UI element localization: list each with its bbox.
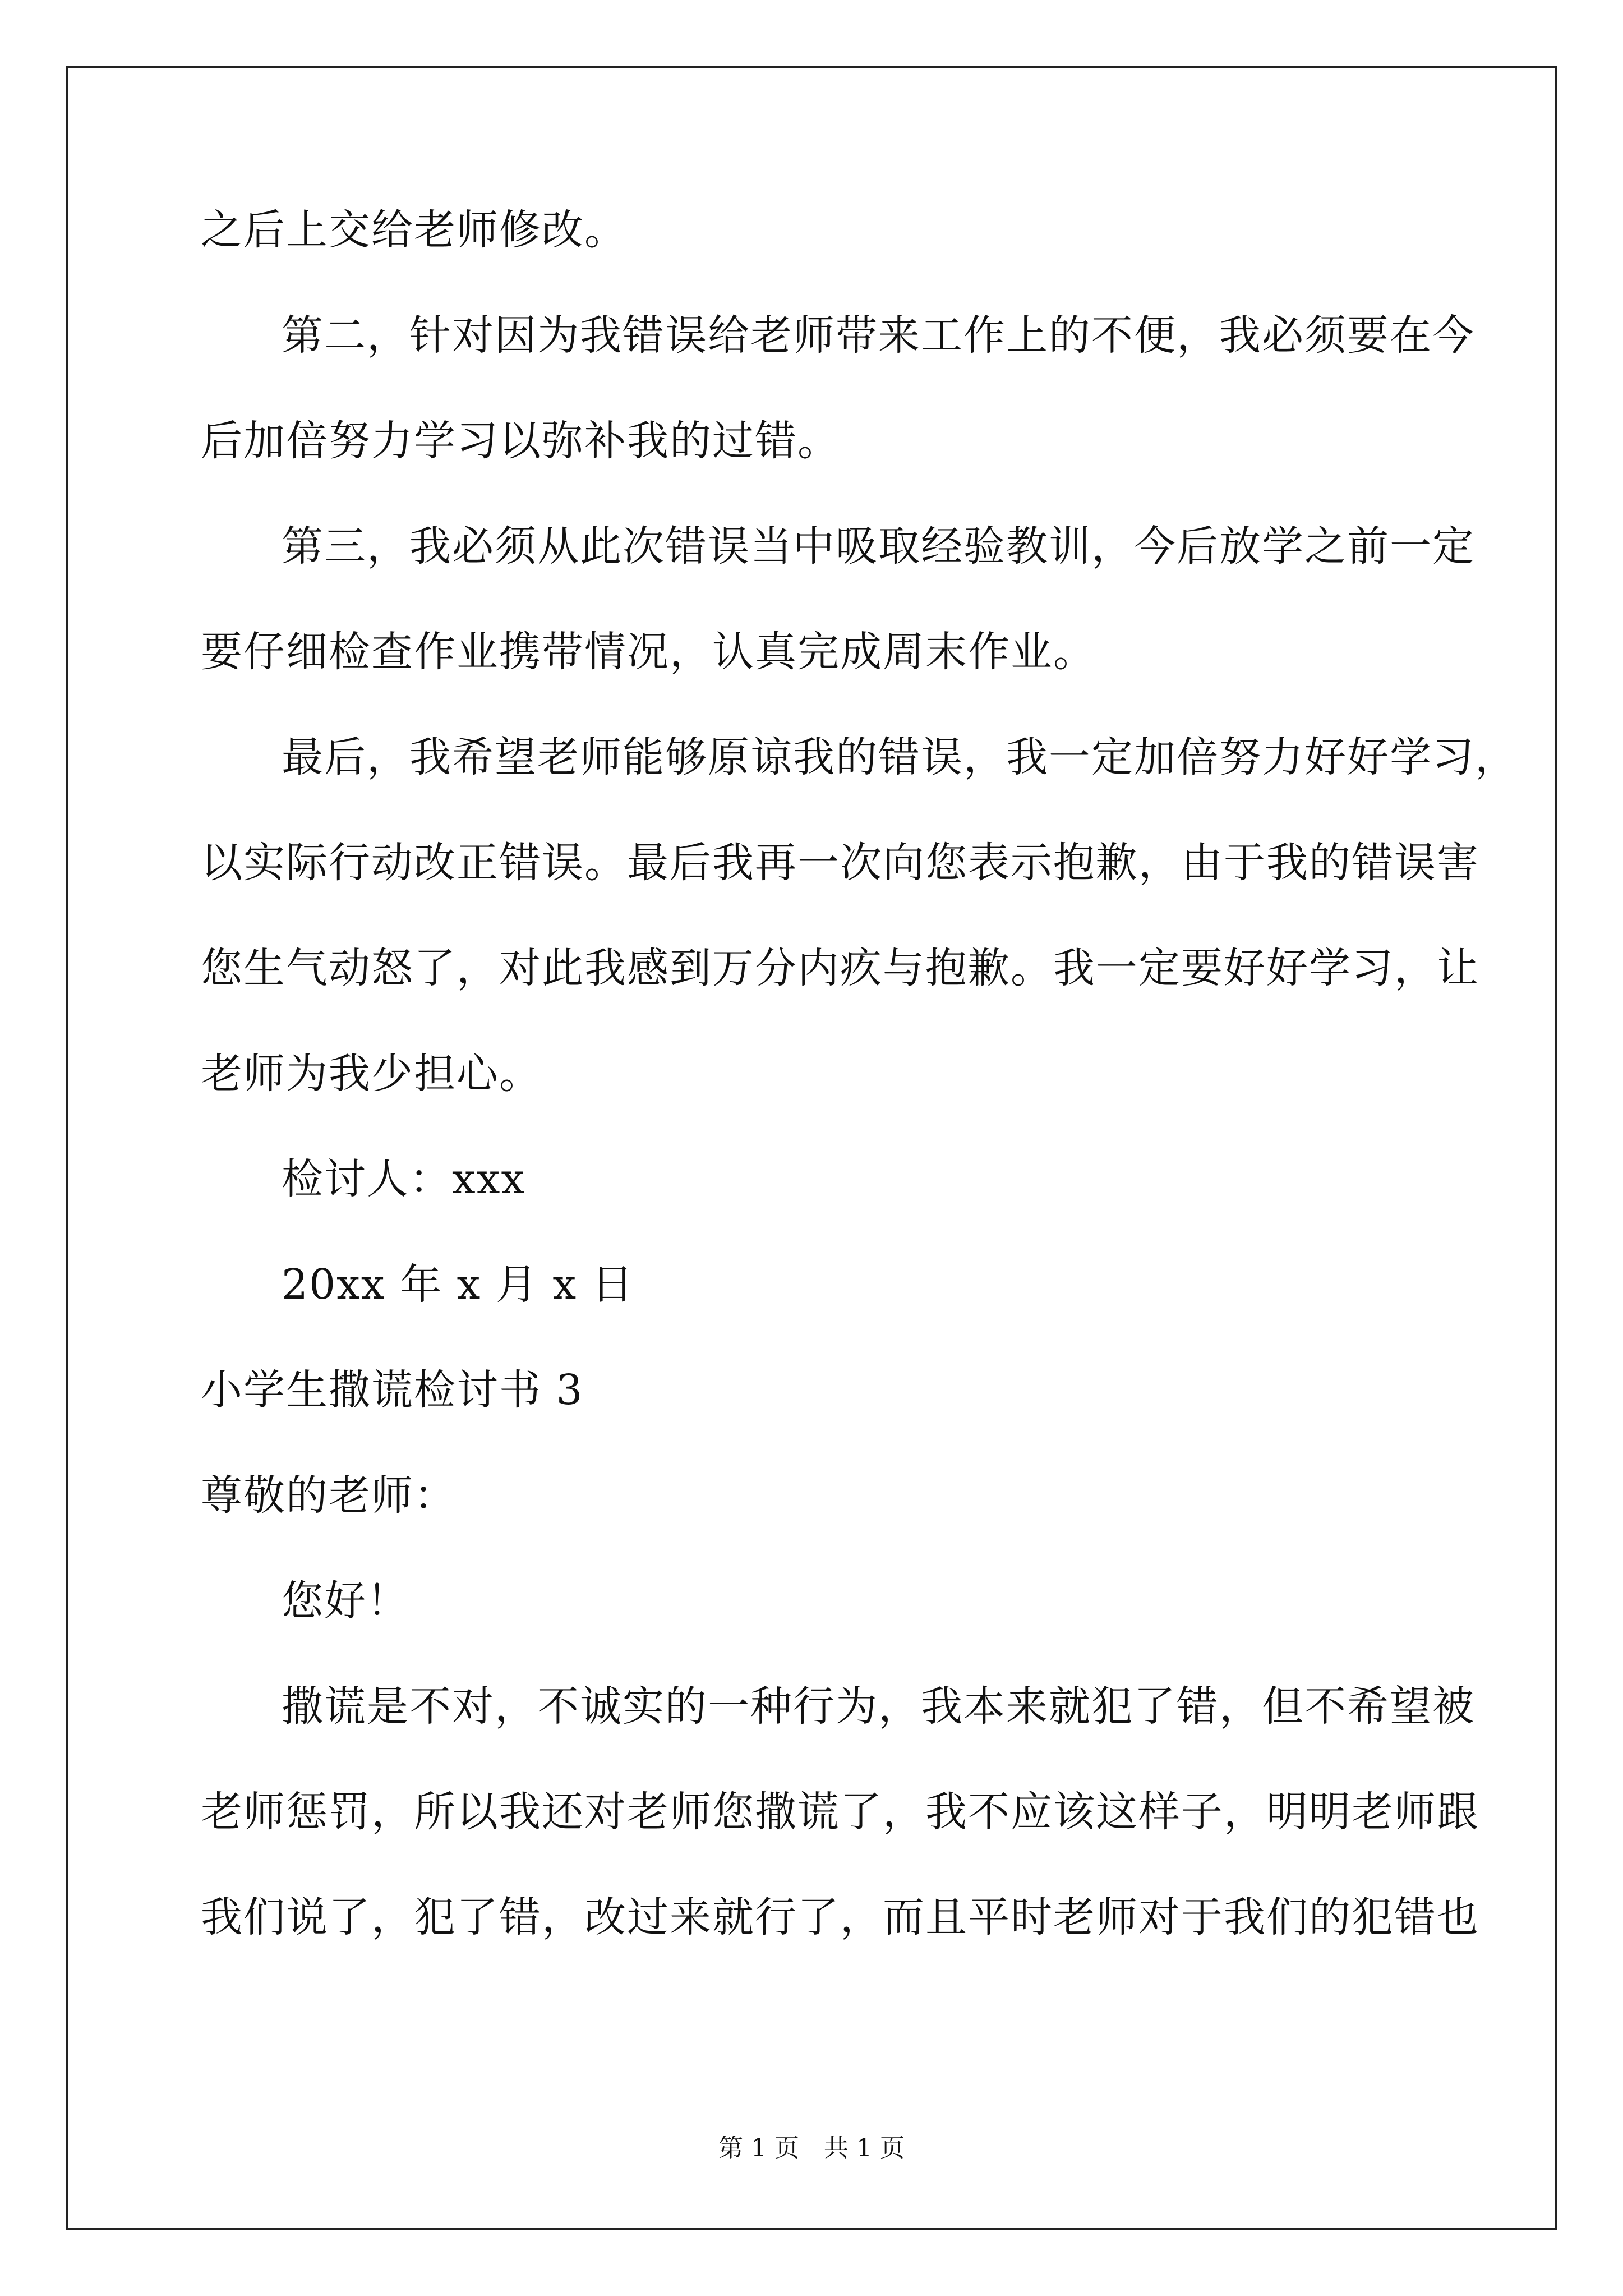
date-line: 20xx 年 x 月 x 日 [282,1260,634,1309]
text-line: 老师为我少担心。 [201,1050,542,1098]
text-line: 我们说了，犯了错，改过来就行了，而且平时老师对于我们的犯错也 [201,1893,1479,1941]
text-line: 第二，针对因为我错误给老师带来工作上的不便，我必须要在今 [282,311,1475,360]
text-line: 最后，我希望老师能够原谅我的错误，我一定加倍努力好好学习， [282,733,1518,781]
text-line: 第三，我必须从此次错误当中吸取经验教训，今后放学之前一定 [282,522,1475,570]
signature-line: 检讨人：xxx [282,1155,526,1203]
text-line: 要仔细检查作业携带情况，认真完成周末作业。 [201,628,1096,676]
salutation: 尊敬的老师： [201,1471,457,1520]
page-number-footer: 第 1 页 共 1 页 [718,2134,905,2162]
greeting: 您好！ [282,1577,409,1625]
text-line: 之后上交给老师修改。 [201,206,627,254]
text-line: 老师惩罚，所以我还对老师您撒谎了，我不应该这样子，明明老师跟 [201,1788,1479,1836]
text-line: 后加倍努力学习以弥补我的过错。 [201,417,840,465]
text-line: 您生气动怒了，对此我感到万分内疚与抱歉。我一定要好好学习，让 [201,944,1479,992]
section-title: 小学生撒谎检讨书 3 [201,1366,584,1414]
text-line: 以实际行动改正错误。最后我再一次向您表示抱歉，由于我的错误害 [201,839,1479,887]
text-line: 撒谎是不对，不诚实的一种行为，我本来就犯了错，但不希望被 [282,1682,1475,1731]
